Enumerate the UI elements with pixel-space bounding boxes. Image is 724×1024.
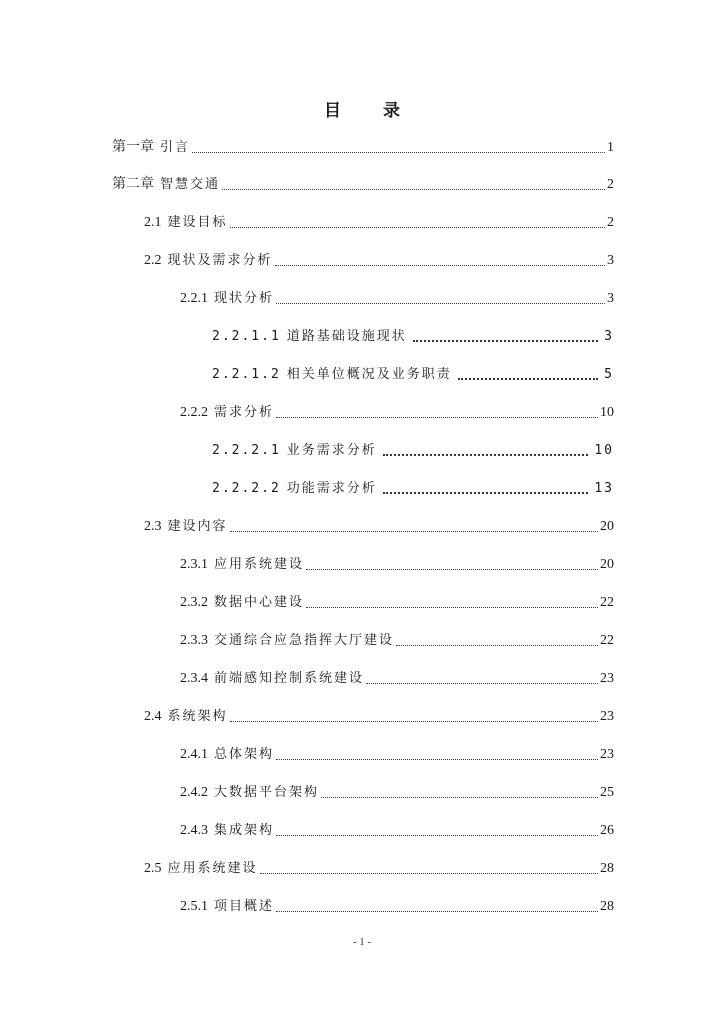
- dot-leader: [366, 682, 598, 684]
- dot-leader: [321, 796, 598, 798]
- toc-entry-number: 第一章: [112, 140, 154, 155]
- toc-entry[interactable]: [180, 743, 614, 763]
- toc-entry-page: 5: [604, 367, 614, 382]
- toc-entry-page: 26: [600, 823, 614, 838]
- toc-entry[interactable]: [144, 211, 614, 231]
- toc-entry[interactable]: [212, 439, 614, 459]
- toc-entry-title: 建设内容: [167, 519, 228, 534]
- toc-entry[interactable]: [112, 173, 614, 193]
- dot-leader: [230, 226, 605, 228]
- toc-entry-title: 总体架构: [214, 747, 275, 762]
- dot-leader: [396, 644, 598, 646]
- toc-entry-number: 2.2.1: [180, 291, 208, 306]
- toc-entry-page: 3: [604, 329, 614, 344]
- toc-entry-number: 2.2: [144, 253, 162, 268]
- toc-entry[interactable]: [180, 895, 614, 915]
- toc-entry[interactable]: [144, 705, 614, 725]
- toc-entry-title: 项目概述: [214, 899, 275, 914]
- toc-entry[interactable]: [144, 857, 614, 877]
- toc-entry-page: 23: [600, 671, 614, 686]
- toc-entry-number: 2.2.1.2: [212, 367, 281, 382]
- dot-leader: [383, 491, 589, 494]
- toc-entry[interactable]: [180, 667, 614, 687]
- toc-entry-title: 业务需求分析: [286, 443, 377, 458]
- toc-entry-title: 功能需求分析: [286, 481, 377, 496]
- dot-leader: [260, 872, 598, 874]
- toc-entry-page: 2: [607, 177, 614, 192]
- toc-entry-title: 应用系统建设: [167, 861, 258, 876]
- dot-leader: [276, 416, 598, 418]
- dot-leader: [276, 758, 598, 760]
- toc-entry-number: 第二章: [112, 177, 154, 192]
- dot-leader: [222, 188, 605, 190]
- toc-entry[interactable]: [180, 781, 614, 801]
- dot-leader: [276, 302, 605, 304]
- toc-entry[interactable]: [180, 553, 614, 573]
- toc-entry-title: 前端感知控制系统建设: [214, 671, 365, 686]
- toc-entry-title: 相关单位概况及业务职责: [286, 367, 452, 382]
- toc-entry-number: 2.2.2: [180, 405, 208, 420]
- dot-leader: [192, 151, 605, 153]
- toc-entry[interactable]: [180, 629, 614, 649]
- toc-entry-title: 道路基础设施现状: [286, 329, 407, 344]
- dot-leader: [383, 453, 589, 456]
- toc-entry[interactable]: [144, 515, 614, 535]
- toc-entry-page: 28: [600, 861, 614, 876]
- toc-entry-page: 3: [607, 291, 614, 306]
- dot-leader: [413, 339, 598, 342]
- dot-leader: [275, 264, 605, 266]
- toc-entry[interactable]: [112, 136, 614, 156]
- toc-entry-page: 1: [607, 140, 614, 155]
- page-number-footer: - 1 -: [352, 936, 372, 948]
- toc-entry-title: 集成架构: [214, 823, 275, 838]
- toc-entry[interactable]: [212, 325, 614, 345]
- dot-leader: [306, 606, 598, 608]
- toc-entry-title: 大数据平台架构: [214, 785, 320, 800]
- toc-entry[interactable]: [212, 477, 614, 497]
- toc-entry-number: 2.5.1: [180, 899, 208, 914]
- toc-entry-page: 10: [600, 405, 614, 420]
- toc-entry-number: 2.2.2.1: [212, 443, 281, 458]
- toc-entry-title: 应用系统建设: [214, 557, 305, 572]
- toc-entry-number: 2.3: [144, 519, 162, 534]
- toc-entry[interactable]: [180, 591, 614, 611]
- dot-leader: [230, 530, 598, 532]
- toc-entry-page: 23: [600, 747, 614, 762]
- dot-leader: [458, 377, 598, 380]
- toc-entry-title: 现状及需求分析: [167, 253, 273, 268]
- toc-entry-title: 系统架构: [167, 709, 228, 724]
- dot-leader: [276, 834, 598, 836]
- toc-entry-page: 22: [600, 633, 614, 648]
- toc-entry-title: 引言: [160, 140, 191, 155]
- toc-entry-title: 智慧交通: [160, 177, 221, 192]
- toc-entry[interactable]: [212, 363, 614, 383]
- toc-entry-page: 28: [600, 899, 614, 914]
- dot-leader: [230, 720, 598, 722]
- dot-leader: [276, 910, 598, 912]
- toc-entry-title: 交通综合应急指挥大厅建设: [214, 633, 395, 648]
- toc-entry-page: 10: [594, 443, 614, 458]
- toc-entry-page: 3: [607, 253, 614, 268]
- toc-entry-number: 2.2.2.2: [212, 481, 281, 496]
- toc-entry-number: 2.4: [144, 709, 162, 724]
- toc-entry-number: 2.4.2: [180, 785, 208, 800]
- toc-entry-number: 2.3.3: [180, 633, 208, 648]
- toc-entry-title: 数据中心建设: [214, 595, 305, 610]
- toc-entry-number: 2.2.1.1: [212, 329, 281, 344]
- toc-entry-title: 现状分析: [214, 291, 275, 306]
- dot-leader: [306, 568, 598, 570]
- toc-entry-page: 22: [600, 595, 614, 610]
- toc-entry-number: 2.5: [144, 861, 162, 876]
- toc-entry[interactable]: [144, 249, 614, 269]
- toc-entry-page: 20: [600, 557, 614, 572]
- toc-entry-number: 2.4.1: [180, 747, 208, 762]
- toc-entry-page: 13: [594, 481, 614, 496]
- toc-entry-page: 23: [600, 709, 614, 724]
- toc-entry-number: 2.3.2: [180, 595, 208, 610]
- toc-entry-title: 需求分析: [214, 405, 275, 420]
- toc-entry[interactable]: [180, 819, 614, 839]
- toc-entry-number: 2.3.4: [180, 671, 208, 686]
- toc-entry-number: 2.3.1: [180, 557, 208, 572]
- toc-entry-number: 2.4.3: [180, 823, 208, 838]
- toc-entry-page: 25: [600, 785, 614, 800]
- toc-entry-page: 20: [600, 519, 614, 534]
- toc-entry-page: 2: [607, 215, 614, 230]
- toc-title: 目 录: [324, 101, 418, 121]
- toc-entry[interactable]: [180, 287, 614, 307]
- toc-entry-title: 建设目标: [167, 215, 228, 230]
- toc-entry[interactable]: [180, 401, 614, 421]
- toc-entry-number: 2.1: [144, 215, 162, 230]
